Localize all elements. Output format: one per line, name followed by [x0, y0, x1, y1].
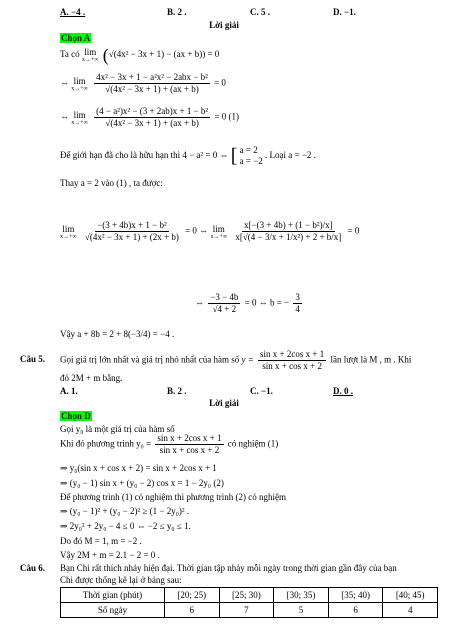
option-d: D. −1.: [333, 7, 356, 17]
eq-line-1: Ta có lim x→+∞ (√(4x² − 3x + 1) − (ax + b)) = 0: [60, 45, 220, 65]
solution-heading: Lời giải: [209, 20, 239, 30]
substitution-line: Thay a = 2 vào (1) , ta được:: [60, 178, 163, 188]
choice-badge: Chọn A: [61, 33, 91, 43]
eq-line-5: ⇔ $\frac{-3 - 4b}{√4 + 2}$ = 0 ⇔ b = − $\frac{3}{4}$: [195, 292, 300, 314]
question-5-label: Câu 5.: [20, 354, 46, 364]
q5-solution-heading: Lời giải: [209, 398, 239, 408]
q5-line-7: ⇒ 2y₀² + 2y₀ − 4 ≤ 0 ⇔ −2 ≤ y₀ ≤ 1.: [60, 521, 191, 531]
question-5-text-2: đó 2M + m bằng.: [60, 373, 123, 383]
q5-line-9: Vậy 2M + m = 2.1 − 2 = 0 .: [60, 550, 160, 560]
q5-line-8: Do đó M = 1, m = −2 .: [60, 536, 142, 546]
table-cell: 7: [219, 603, 274, 618]
table-cell: 6: [165, 603, 220, 618]
table-cell: [35; 40): [328, 588, 383, 603]
eq-line-4: lim x→+∞ $\frac{\text{−(3 + 4b)x + 1 − b²}}{\text{√(4x² − 3x + 1) + (2x + b)}}$ = 0 ⇔ lim x→+∞ $\frac{\text{x[−(3 + 4b) + (1 − b²)/x]}}{\text{x[√(4 − 3/x + 1/x²) + 2 + b/x]}}$ = 0: [60, 220, 360, 242]
table-header-days: Số ngày: [61, 603, 165, 618]
eq-line-3: ⇔ lim x→+∞ $\frac{\text{(4 − a²)x² − (3 + 2ab)x + 1 − b²}}{\text{√(4x² − 3x + 1) + (ax + b)}}$ = 0 (1): [60, 106, 239, 128]
table-row: [61, 603, 438, 618]
q5-option-c: C. −1.: [250, 386, 273, 396]
q5-line-1: Gọi y₀ là một giá trị của hàm số: [60, 424, 175, 434]
question-6-text: Bạn Chi rất thích nhảy hiện đại. Thời gian tập nhảy mỗi ngày trong thời gian gần đây của bạn: [60, 563, 397, 573]
table-cell: [20; 25): [165, 588, 220, 603]
table-row: [61, 588, 438, 603]
table-cell: 4: [383, 603, 438, 618]
question-6-label: Câu 6.: [20, 563, 46, 573]
question-6-text-2: Chi được thống kê lại ở bảng sau:: [60, 575, 182, 585]
q5-line-4: ⇒ (y₀ − 1) sin x + (y₀ − 2) cos x = 1 − 2y₀ (2): [60, 478, 224, 488]
q5-option-b: B. 2 .: [167, 386, 187, 396]
table-cell: 6: [328, 603, 383, 618]
q5-line-3: ⇒ y₀(sin x + cos x + 2) = sin x + 2cos x + 1: [60, 463, 217, 473]
q5-line-5: Để phương trình (1) có nghiệm thì phương trình (2) có nghiệm: [60, 492, 286, 502]
q5-option-d: D. 0 .: [333, 386, 353, 396]
question-5-text: Gọi giá trị lớn nhất và giá trị nhỏ nhất của hàm số y = $\frac{\text{sin x + 2cos x + 1}}{\text{sin x + cos x + 2}}$ lần lượt là M , m . Khi: [60, 349, 412, 371]
eq-line-2: ⇔ lim x→+∞ $\frac{\text{4x² − 3x + 1 − a²x² − 2abx − b²}}{\text{√(4x² − 3x + 1) + (ax + b)}}$ = 0: [60, 72, 226, 94]
q5-line-6: ⇒ (y₀ − 1)² + (y₀ − 2)² ≥ (1 − 2y₀)² .: [60, 506, 190, 516]
table-header-time: Thời gian (phút): [61, 588, 165, 603]
table-cell: [30; 35): [274, 588, 329, 603]
final-answer: Vậy a + 8b = 2 + 8(−3/4) = −4 .: [60, 329, 175, 339]
q5-line-2: Khi đó phương trình y₀ = $\frac{\text{sin x + 2cos x + 1}}{\text{sin x + cos x + 2}}$ có nghiệm (1): [60, 433, 279, 455]
table-cell: [40; 45): [383, 588, 438, 603]
option-c: C. 5 .: [250, 7, 270, 17]
table-cell: 5: [274, 603, 329, 618]
data-table: [60, 587, 438, 618]
q5-option-a: A. 1.: [60, 386, 78, 396]
q5-choice-badge: Chọn D: [61, 411, 91, 421]
table-cell: [25; 30): [219, 588, 274, 603]
condition-line: Để giới hạn đã cho là hữu hạn thì 4 − a² = 0 ⇔ [ a = 2 a = −2 . Loại a = −2 .: [60, 145, 316, 167]
option-a: A. −4 .: [60, 7, 86, 17]
option-b: B. 2 .: [167, 7, 187, 17]
